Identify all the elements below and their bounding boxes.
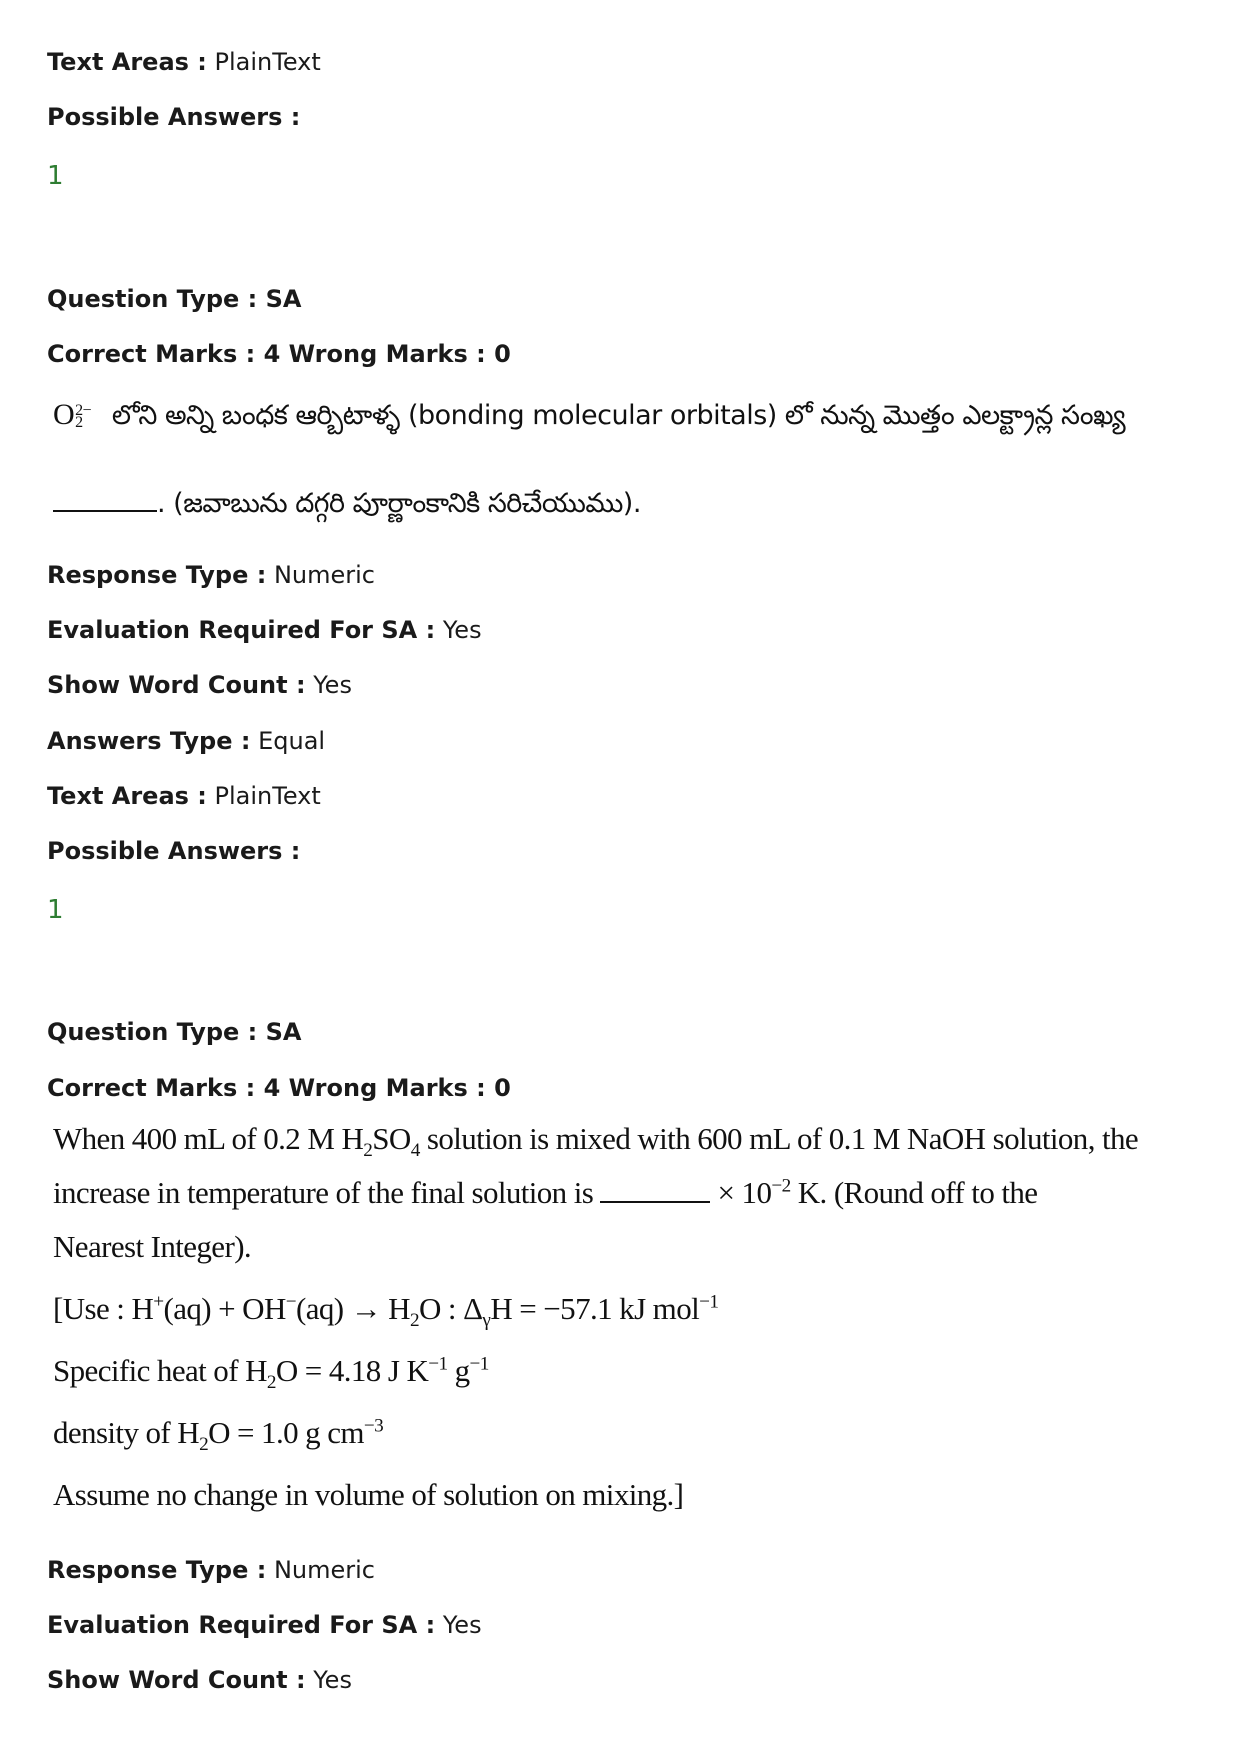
evaluation-required-row: Evaluation Required For SA : Yes <box>47 1611 482 1639</box>
answer-blank <box>600 1175 710 1203</box>
response-type-row: Response Type : Numeric <box>47 1556 375 1584</box>
evaluation-required-row: Evaluation Required For SA : Yes <box>47 616 482 644</box>
field-value: PlainText <box>214 48 321 76</box>
show-word-count-row: Show Word Count : Yes <box>47 671 352 699</box>
question-text <box>53 395 1125 524</box>
possible-answer: 1 <box>47 895 64 925</box>
text-areas-row <box>47 47 321 77</box>
question-line: Specific heat of $H_2O = 4.18$ J $K^{-1}$ $g^{-1}$ <box>53 1353 489 1394</box>
question-marks: Correct Marks : 4 Wrong Marks : 0 <box>47 340 511 368</box>
possible-answers-label: Possible Answers : <box>47 837 301 865</box>
question-type: Question Type : SA <box>47 1018 302 1046</box>
show-word-count-row: Show Word Count : Yes <box>47 1666 352 1694</box>
telugu-text: లోని అన్ని బంధక ఆర్బిటాళ్ళ (bonding molecular orbitals) లో నున్న మొత్తం ఎలక్ట్రాన్ల సంఖ్య <box>111 400 1126 431</box>
question-line: increase in temperature of the final solution is × $10^{-2}$ K. (Round off to the <box>53 1175 1038 1210</box>
possible-answer: 1 <box>47 161 64 191</box>
question-line <box>53 395 1125 436</box>
possible-answers-label: Possible Answers : <box>47 103 301 131</box>
field-label: Text Areas : <box>47 48 207 76</box>
telugu-text: . (జవాబును దగ్గరి పూర్ణాంకానికి సరిచేయుము). <box>157 488 641 519</box>
answers-type-row: Answers Type : Equal <box>47 727 326 755</box>
question-text <box>53 1119 1138 1529</box>
question-line: density of $H_2O = 1.0$ g $cm^{-3}$ <box>53 1415 384 1456</box>
text-areas-row: Text Areas : PlainText <box>47 782 321 810</box>
response-type-row: Response Type : Numeric <box>47 561 375 589</box>
answer-blank <box>53 484 157 512</box>
question-line: Nearest Integer). <box>53 1229 252 1264</box>
question-marks: Correct Marks : 4 Wrong Marks : 0 <box>47 1074 511 1102</box>
question-line <box>53 482 1125 524</box>
chem-species: O 2− 2 <box>53 398 91 432</box>
question-line: When 400 mL of 0.2 M $H_2SO_4$ solution is mixed with 600 mL of 0.1 M NaOH solution, the <box>53 1121 1139 1162</box>
question-line: Assume no change in volume of solution on mixing.] <box>53 1477 684 1512</box>
question-type: Question Type : SA <box>47 285 302 313</box>
question-line: [Use : $H^+(aq) + OH^-(aq) \to H_2O$ : $\Delta_\gamma H = -57.1$ kJ mol$^{-1}$ <box>53 1291 719 1332</box>
